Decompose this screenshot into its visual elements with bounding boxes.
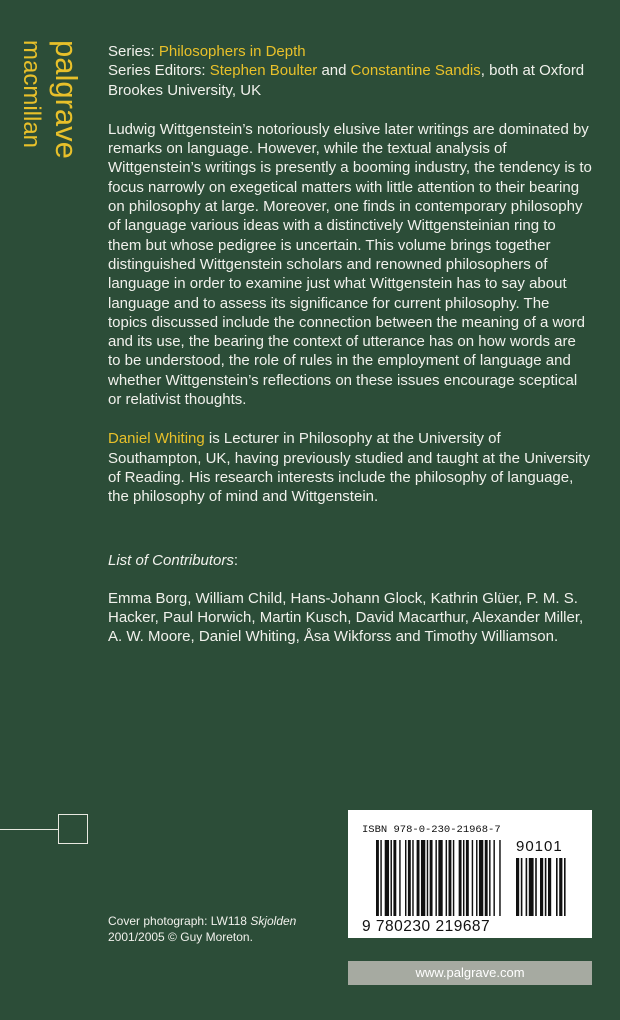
series-name: Philosophers in Depth (158, 43, 306, 60)
barcode-bar (493, 840, 494, 916)
editors-conjunction: and (317, 62, 351, 80)
series-label: Series: (108, 43, 159, 60)
barcode-bar (453, 840, 454, 916)
barcode-addon-bar (556, 858, 558, 916)
barcode-bar (417, 840, 420, 916)
photo-title: Skjolden (250, 914, 297, 928)
barcode-bar (376, 840, 379, 916)
barcode-addon-bar (516, 858, 519, 916)
barcode-bar (472, 840, 473, 916)
barcode-bar (479, 840, 483, 916)
barcode-addon-bar (564, 858, 566, 916)
barcode-bar (421, 840, 425, 916)
logo-line2: macmillan (18, 40, 45, 149)
barcode-bar (463, 840, 464, 916)
series-info (108, 42, 592, 100)
editor-name: Stephen Boulter (209, 62, 318, 80)
contributors-heading-text: List of Contributors (108, 551, 234, 569)
publisher-website[interactable]: www.palgrave.com (348, 961, 592, 985)
barcode-bar (412, 840, 413, 916)
isbn-barcode (348, 810, 592, 938)
barcode-addon-bar (521, 858, 523, 916)
barcode-bar (459, 840, 462, 916)
barcode-addon-bar (548, 858, 551, 916)
barcode-bar (385, 840, 389, 916)
photo-credit-line1 (108, 913, 296, 929)
barcode-bar (408, 840, 411, 916)
barcode-addon-bar (545, 858, 547, 916)
photo-credit-prefix: Cover photograph: LW118 (108, 914, 251, 928)
barcode-digits: 9 780230 219687 (362, 918, 491, 935)
logo-line1: palgrave (49, 40, 84, 159)
barcode-bar (380, 840, 381, 916)
contributors-heading-colon: : (233, 551, 239, 569)
barcode-addon-bar (559, 858, 562, 916)
decorative-line (0, 829, 58, 830)
photo-credit-line2: 2001/2005 © Guy Moreton. (108, 930, 253, 944)
barcode-bar (466, 840, 469, 916)
barcode-bar (476, 840, 477, 916)
barcode-bar (405, 840, 406, 916)
editors-affiliation: , both at Oxford Brookes University, UK (108, 62, 585, 99)
contributors-heading (108, 551, 592, 570)
photo-credit (108, 913, 296, 945)
barcode-bar (438, 840, 442, 916)
barcode-addon-bar (535, 858, 537, 916)
series-line (108, 42, 592, 61)
barcode-bar (427, 840, 428, 916)
barcode-bar (435, 840, 436, 916)
publisher-logo (18, 40, 84, 190)
series-editors-line (108, 61, 592, 100)
barcode-addon-bar (526, 858, 528, 916)
barcode-addon-bar (529, 858, 534, 916)
back-cover-text (108, 42, 592, 647)
barcode-addon: 90101 (516, 838, 563, 855)
author-bio-text: is Lecturer in Philosophy at the University of Southampton, UK, having previously studied and taught at the University of Reading. His research interests include the philosophy of language, the philosophy of mind and Wittgenstein. (108, 430, 590, 506)
barcode-bar (391, 840, 392, 916)
barcode-bar (446, 840, 447, 916)
book-description: Ludwig Wittgenstein’s notoriously elusive later writings are dominated by remarks on language. However, while the textual analysis of Wittgenstein’s writings is presently a booming industry, the tendency is to focus narrowly on exegetical matters with little attention to their bearing on philosophy at large. Moreover, one finds in contemporary philosophy of language various ideas with a distinctively Wittgensteinian ring to them but whose pedigree is uncertain. This volume brings together distinguished Wittgenstein scholars and renowned philosophers of language in order to examine just what Wittgenstein has to say about language and to assess its significance for current philosophy. The topics discussed include the connection between the meaning of a word and its use, the bearing the context of utterance has on how words are to be understood, the role of rules in the employment of language and whether Wittgenstein’s reflections on these issues encourage sceptical or relativist thoughts. (108, 120, 592, 409)
author-bio (108, 429, 592, 506)
barcode-bar (449, 840, 452, 916)
editor-name: Constantine Sandis (350, 62, 481, 80)
barcode-bar (499, 840, 500, 916)
barcode-bar (399, 840, 400, 916)
barcode-bar (393, 840, 396, 916)
barcode-bar (485, 840, 488, 916)
editors-label: Series Editors: (108, 62, 210, 80)
author-name: Daniel Whiting (108, 430, 205, 448)
isbn-label: ISBN 978-0-230-21968-7 (362, 824, 501, 836)
barcode-addon-bar (540, 858, 543, 916)
barcode-bar (489, 840, 490, 916)
decorative-square (58, 814, 88, 844)
contributors-list: Emma Borg, William Child, Hans-Johann Glock, Kathrin Glüer, P. M. S. Hacker, Paul Horwich, Martin Kusch, David Macarthur, Alexander Miller, A. W. Moore, Daniel Whiting, Åsa Wikforss and Timothy Williamson. (108, 589, 584, 646)
barcode-bar (430, 840, 433, 916)
